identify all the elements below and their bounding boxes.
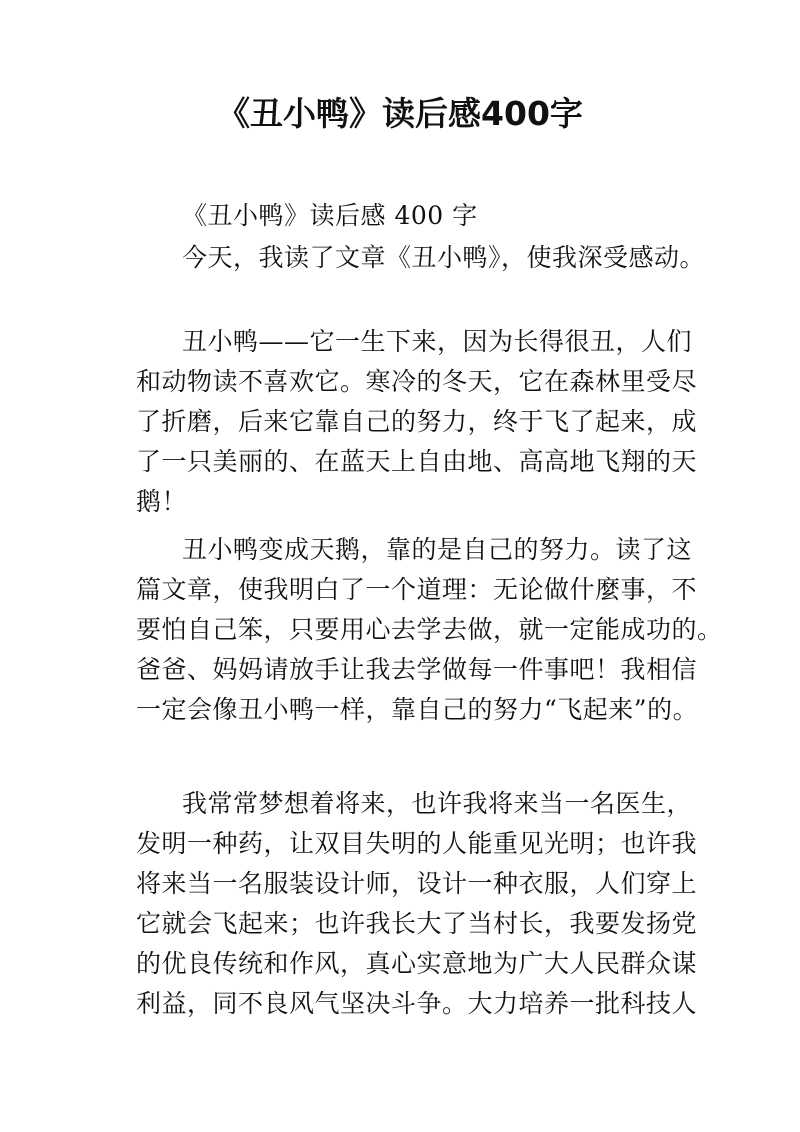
paragraph-line: 了折磨，后来它靠自己的努力，终于飞了起来，成 — [136, 407, 698, 436]
paragraph-line: 它就会飞起来；也许我长大了当村长，我要发扬党 — [136, 909, 698, 938]
document-title: 《丑小鸭》读后感400字 — [217, 94, 583, 133]
paragraph-3 — [136, 530, 723, 730]
paragraph-line: 丑小鸭——它一生下来，因为长得很丑，人们 — [182, 327, 693, 356]
paragraph-line: 要怕自己笨，只要用心去学去做，就一定能成功的。 — [136, 615, 723, 644]
paragraph-4 — [136, 784, 698, 1024]
paragraph-line: 爸爸、妈妈请放手让我去学做每一件事吧！我相信 — [136, 655, 698, 684]
subtitle-line: 《丑小鸭》读后感 400 字 — [182, 201, 478, 230]
paragraph-line: 和动物读不喜欢它。寒冷的冬天，它在森林里受尽 — [136, 367, 698, 396]
paragraph-1 — [136, 238, 706, 278]
document-subtitle — [136, 196, 676, 236]
paragraph-line: 鹅！ — [136, 487, 188, 516]
paragraph-line: 了一只美丽的、在蓝天上自由地、高高地飞翔的天 — [136, 447, 698, 476]
paragraph-line: 丑小鸭变成天鹅，靠的是自己的努力。读了这 — [182, 535, 693, 564]
paragraph-line: 一定会像丑小鸭一样，靠自己的努力“飞起来”的。 — [136, 695, 699, 724]
paragraph-line: 的优良传统和作风，真心实意地为广大人民群众谋 — [136, 949, 698, 978]
paragraph-line: 今天，我读了文章《丑小鸭》，使我深受感动。 — [182, 243, 706, 272]
paragraph-line: 利益，同不良风气坚决斗争。大力培养一批科技人 — [136, 989, 698, 1018]
paragraph-line: 我常常梦想着将来，也许我将来当一名医生， — [182, 789, 693, 818]
paragraph-line: 篇文章，使我明白了一个道理：无论做什麼事，不 — [136, 575, 698, 604]
paragraph-2 — [136, 322, 698, 522]
paragraph-line: 发明一种药，让双目失明的人能重见光明；也许我 — [136, 829, 698, 858]
paragraph-line: 将来当一名服装设计师，设计一种衣服，人们穿上 — [136, 869, 698, 898]
